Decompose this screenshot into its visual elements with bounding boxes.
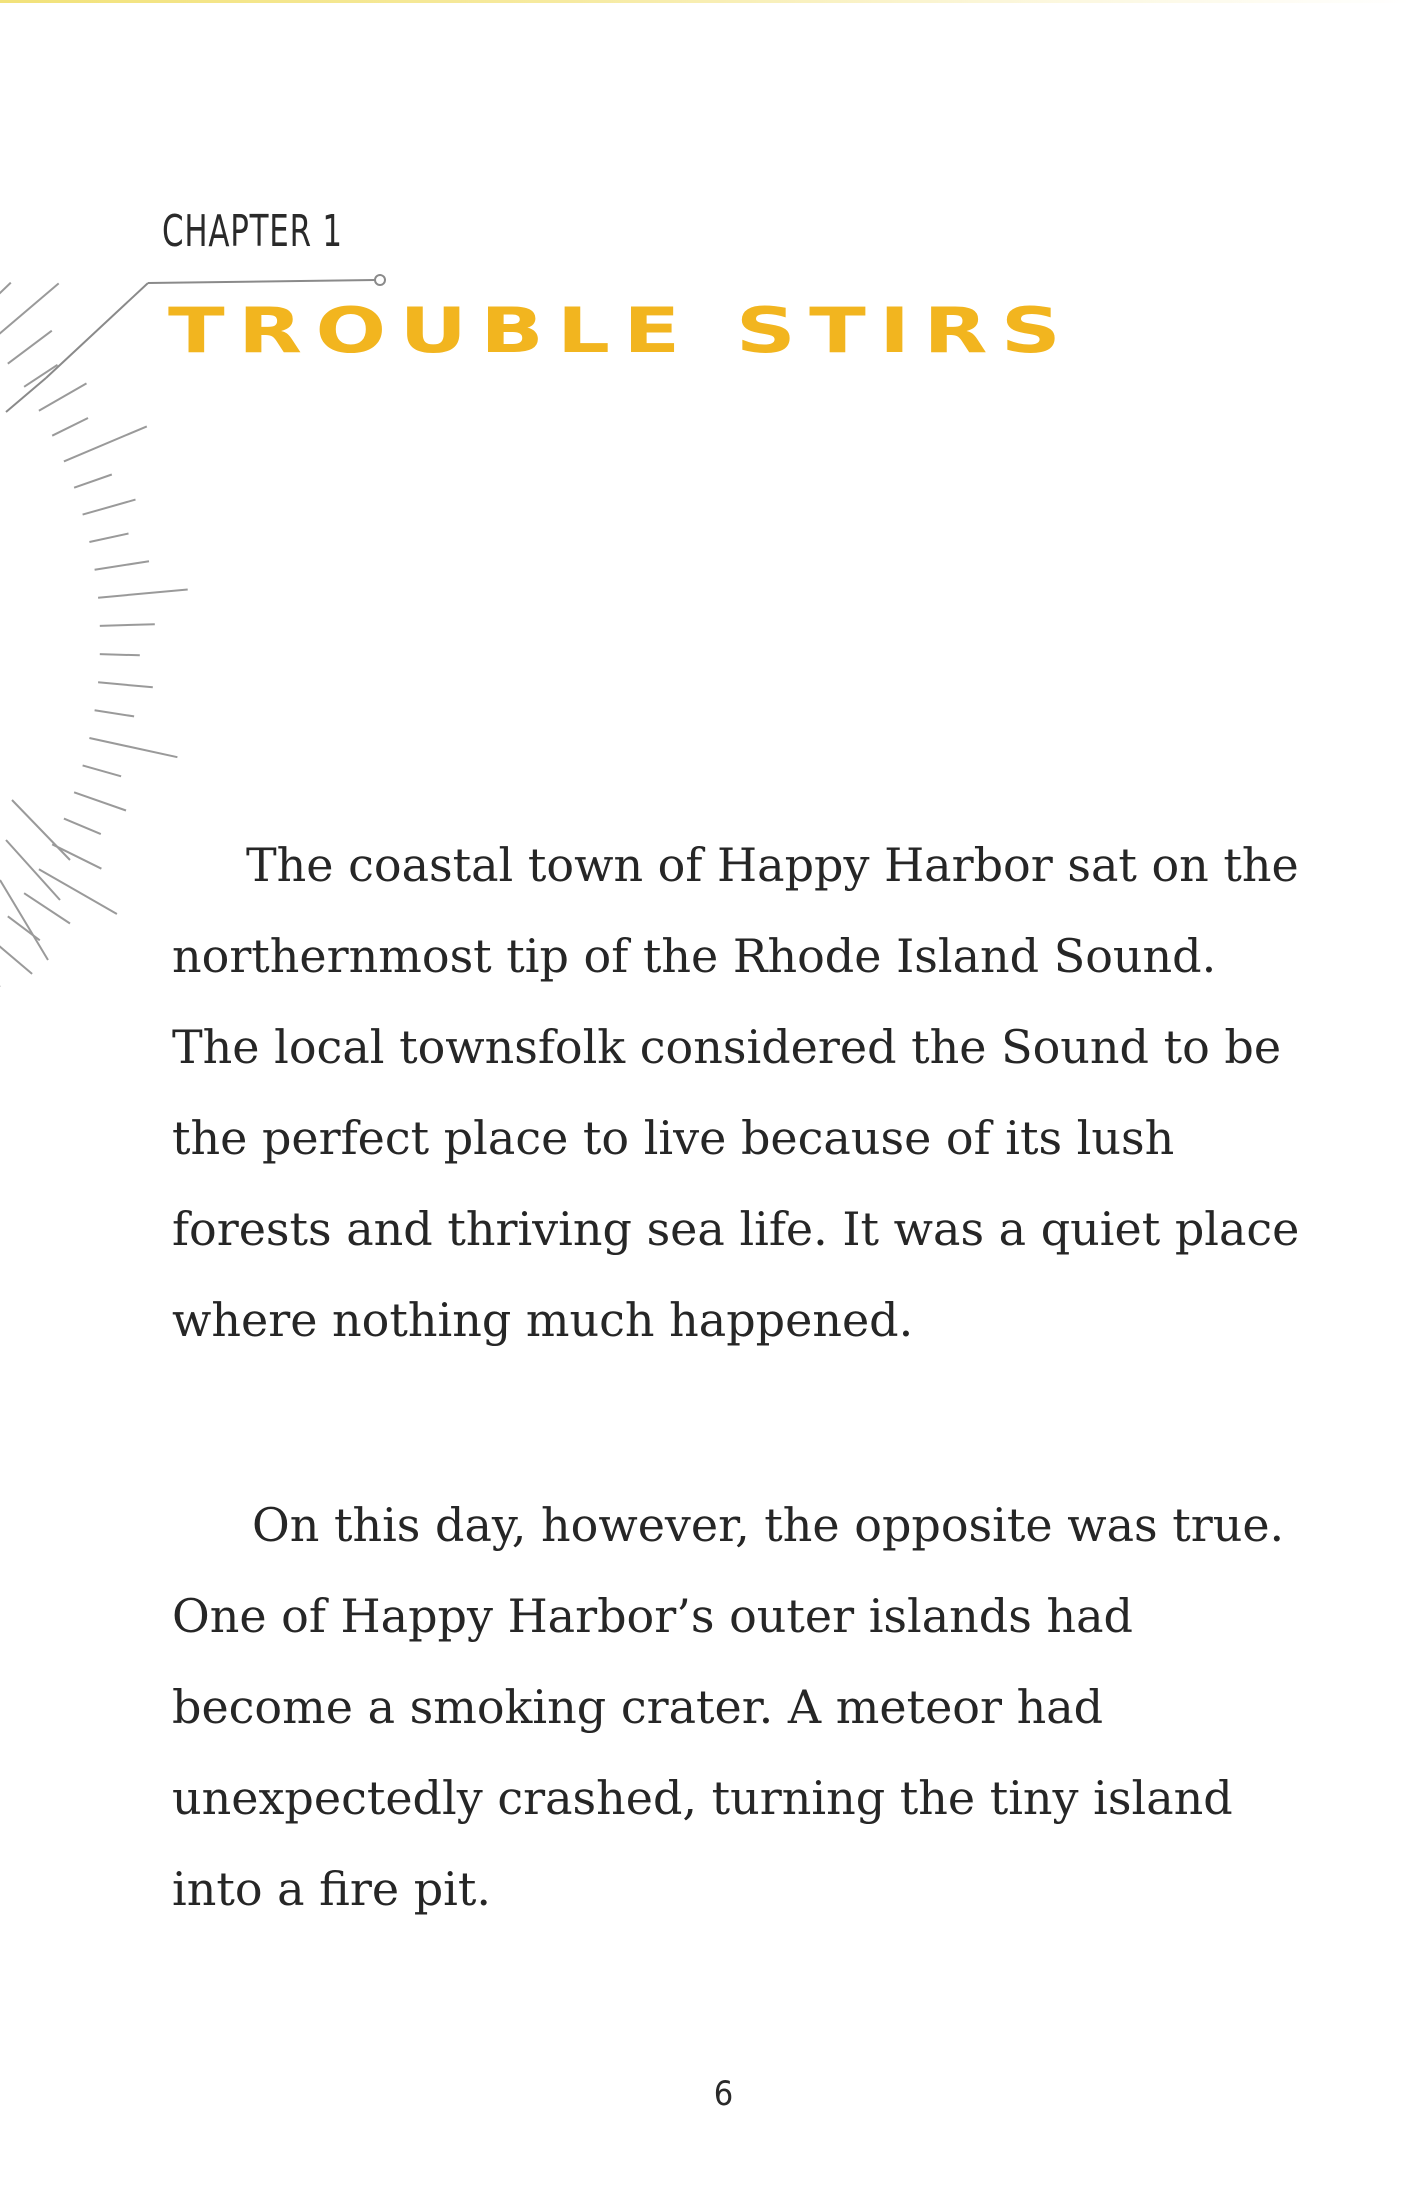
decor-tick <box>98 590 188 598</box>
decor-tick <box>98 682 153 687</box>
chapter-label: CHAPTER 1 <box>162 206 343 257</box>
paragraph-2: On this day, however, the opposite was true. One of Happy Harbor’s outer islands had become a smoking crater. A meteor had unexpectedly crashed, turning the tiny island into a fire pit. <box>172 1498 1285 1916</box>
decor-tick <box>100 624 155 626</box>
decor-tick <box>0 283 11 321</box>
decor-tick <box>39 383 87 410</box>
decor-tick <box>95 561 149 569</box>
decor-tick <box>0 938 32 974</box>
decor-tick <box>39 869 117 914</box>
decor-tick <box>52 418 88 436</box>
chapter-title: TROUBLE STIRS <box>168 294 1075 367</box>
page-number: 6 <box>713 2074 734 2114</box>
decor-tick <box>8 331 52 364</box>
decor-tick <box>24 893 70 923</box>
decor-tick <box>89 534 128 543</box>
decor-tick <box>83 500 136 515</box>
decor-tick <box>95 710 135 716</box>
decor-sweep-line <box>6 840 60 900</box>
decor-tick <box>83 765 122 776</box>
decor-tick <box>89 738 177 757</box>
decor-tick <box>0 979 12 1000</box>
paragraph-1: The coastal town of Happy Harbor sat on the northernmost tip of the Rhode Island Sound. The local townsfolk considered the Sound to be the perfect place to live because of its lush forests and thriving sea life. It was a quiet place where nothing much happened. <box>172 838 1300 1347</box>
decor-tick <box>64 819 101 835</box>
decor-tick <box>100 654 140 655</box>
decor-tick <box>64 426 147 461</box>
decor-tick <box>74 475 112 488</box>
decor-sweep-line <box>0 880 48 960</box>
decor-tick <box>74 792 126 810</box>
decor-sweep-line <box>12 800 70 860</box>
